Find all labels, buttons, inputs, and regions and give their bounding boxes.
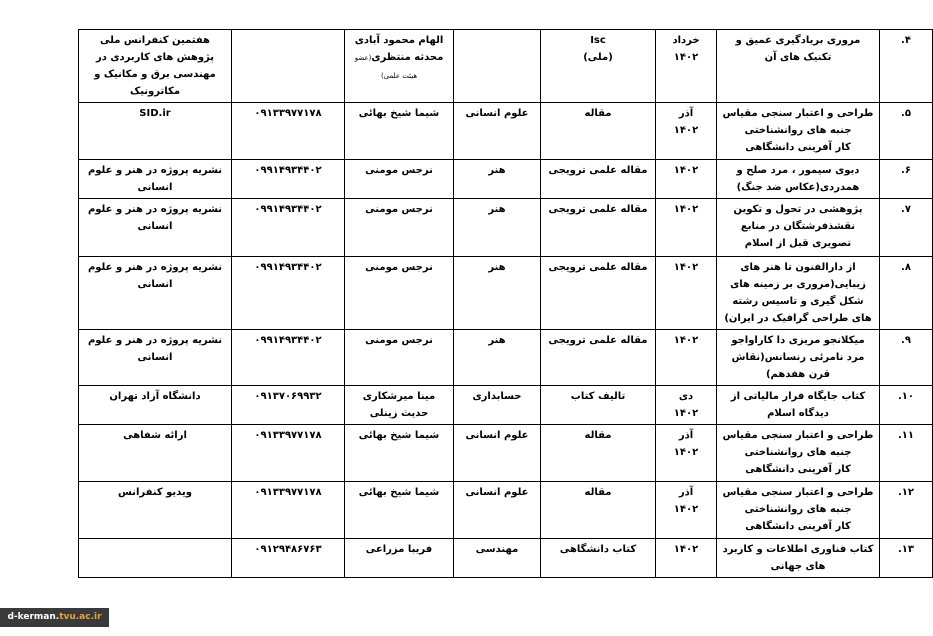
item-author — [345, 103, 454, 160]
item-publisher — [79, 330, 232, 386]
item-type-text: مقاله — [584, 430, 612, 441]
author-note: (عضو هیئت علمی) — [354, 54, 418, 80]
item-field — [454, 30, 541, 103]
item-publisher-text: نشریه پروژه در هنر و علوم انسانی — [87, 204, 223, 232]
item-author-text: شیما شیخ بهائی — [358, 430, 440, 441]
item-publisher-text: ارائه شفاهی — [123, 430, 187, 441]
row-number — [880, 539, 933, 578]
item-type — [541, 199, 656, 257]
item-author — [345, 257, 454, 330]
item-title — [717, 482, 880, 539]
table-row — [79, 257, 933, 330]
item-date-text: دی ۱۴۰۲ — [673, 391, 699, 419]
item-title — [717, 539, 880, 578]
item-publisher — [79, 257, 232, 330]
item-author-text: شیما شیخ بهائی — [358, 108, 440, 119]
item-publisher-text: نشریه پروژه در هنر و علوم انسانی — [87, 262, 223, 290]
item-author — [345, 330, 454, 386]
item-phone — [232, 539, 345, 578]
item-title-text: طراحی و اعتبار سنجی مقیاس جنبه های روانشناختی کار آفرینی دانشگاهی — [722, 108, 874, 153]
item-phone-text: ۰۹۹۱۴۹۳۴۴۰۲ — [254, 262, 322, 273]
item-phone — [232, 482, 345, 539]
item-date — [656, 257, 717, 330]
item-date — [656, 386, 717, 425]
item-author — [345, 160, 454, 199]
item-date — [656, 482, 717, 539]
item-publisher-text: نشریه پروژه در هنر و علوم انسانی — [87, 335, 223, 363]
item-phone-text: ۰۹۹۱۴۹۳۴۴۰۲ — [254, 335, 322, 346]
item-field — [454, 160, 541, 199]
row-number — [880, 103, 933, 160]
row-number-text: .۷ — [901, 204, 911, 215]
item-date-text: ۱۴۰۲ — [673, 204, 699, 215]
item-author-text: نرجس مومنی — [365, 165, 433, 176]
item-field-text: علوم انسانی — [465, 430, 529, 441]
item-type-text: مقاله — [584, 487, 612, 498]
item-date-text: آذر ۱۴۰۲ — [673, 108, 699, 136]
table-row — [79, 539, 933, 578]
item-author — [345, 425, 454, 482]
item-title — [717, 330, 880, 386]
item-date-text: ۱۴۰۲ — [673, 262, 699, 273]
item-phone — [232, 425, 345, 482]
item-phone — [232, 386, 345, 425]
item-publisher — [79, 539, 232, 578]
item-field-text: مهندسی — [475, 544, 519, 555]
item-title — [717, 425, 880, 482]
item-publisher-text: ویدیو کنفرانس — [118, 487, 192, 498]
table-row — [79, 103, 933, 160]
item-field — [454, 386, 541, 425]
row-number — [880, 199, 933, 257]
item-phone-text: ۰۹۱۳۷۰۶۹۹۳۲ — [254, 391, 322, 402]
item-date — [656, 199, 717, 257]
site-url-prefix: d-kerman. — [7, 612, 60, 622]
item-phone-text: ۰۹۹۱۴۹۳۴۴۰۲ — [254, 165, 322, 176]
item-title — [717, 30, 880, 103]
item-type-text: مقاله علمی ترویجی — [548, 262, 648, 273]
item-author — [345, 199, 454, 257]
item-date — [656, 539, 717, 578]
item-phone — [232, 257, 345, 330]
item-type-text: مقاله — [584, 108, 612, 119]
row-number-text: .۹ — [901, 335, 911, 346]
item-type — [541, 425, 656, 482]
row-number — [880, 482, 933, 539]
item-date-text: ۱۴۰۲ — [673, 165, 699, 176]
item-title-text: طراحی و اعتبار سنجی مقیاس جنبه های روانشناختی کار آفرینی دانشگاهی — [722, 430, 874, 475]
item-type — [541, 103, 656, 160]
item-publisher — [79, 482, 232, 539]
item-type — [541, 539, 656, 578]
item-publisher — [79, 160, 232, 199]
item-type-text: مقاله علمی ترویجی — [548, 165, 648, 176]
item-date-text: ۱۴۰۲ — [673, 335, 699, 346]
item-phone — [232, 330, 345, 386]
records-table-body — [79, 30, 933, 578]
item-type-text: تالیف کتاب — [570, 391, 626, 402]
item-author-text: نرجس مومنی — [365, 204, 433, 215]
item-field — [454, 199, 541, 257]
item-title-text: میکلانجو مریزی دا کاراواجو مرد نامرئی رنسانس(نقاش قرن هفدهم) — [731, 335, 865, 380]
item-field — [454, 103, 541, 160]
item-type — [541, 386, 656, 425]
row-number-text: .۵ — [901, 108, 911, 119]
item-field-text: هنر — [488, 335, 506, 346]
item-phone-text: ۰۹۱۲۹۴۸۶۷۶۳ — [254, 544, 322, 555]
item-author-text: مینا میرشکاری حدیث زینلی — [362, 391, 436, 419]
item-type — [541, 160, 656, 199]
row-number-text: .۱۱ — [897, 430, 914, 441]
item-date-text: ۱۴۰۲ — [673, 544, 699, 555]
item-title — [717, 103, 880, 160]
row-number-text: .۸ — [901, 262, 911, 273]
item-author-text: الهام محمود آبادی محدثه منتظری — [354, 35, 444, 63]
item-publisher-text: دانشگاه آزاد تهران — [109, 391, 201, 402]
item-title — [717, 199, 880, 257]
item-date — [656, 160, 717, 199]
item-author-text: نرجس مومنی — [365, 262, 433, 273]
item-author — [345, 30, 454, 103]
item-title — [717, 257, 880, 330]
item-publisher — [79, 103, 232, 160]
item-field — [454, 539, 541, 578]
item-publisher-text: SID.ir — [139, 108, 171, 119]
row-number — [880, 425, 933, 482]
item-phone-text: ۰۹۱۳۳۹۷۷۱۷۸ — [254, 487, 322, 498]
item-title-text: کتاب جایگاه فرار مالیاتی از دیدگاه اسلام — [730, 391, 866, 419]
site-url-badge[interactable] — [0, 608, 109, 627]
row-number — [880, 386, 933, 425]
item-date — [656, 30, 717, 103]
item-type — [541, 30, 656, 103]
item-field-text: هنر — [488, 262, 506, 273]
item-title-text: طراحی و اعتبار سنجی مقیاس جنبه های روانشناختی کار آفرینی دانشگاهی — [722, 487, 874, 532]
item-title-text: پژوهشی در تحول و تکوین نقشذفرشتگان در منابع تصویری قبل از اسلام — [733, 204, 863, 249]
table-row — [79, 30, 933, 103]
row-number — [880, 30, 933, 103]
item-phone — [232, 199, 345, 257]
item-field-text: حسابداری — [472, 391, 522, 402]
item-date — [656, 425, 717, 482]
item-date-text: آذر ۱۴۰۲ — [673, 430, 699, 458]
item-title — [717, 386, 880, 425]
row-number-text: .۱۳ — [897, 544, 914, 555]
item-publisher — [79, 425, 232, 482]
item-publisher — [79, 199, 232, 257]
item-phone — [232, 160, 345, 199]
item-publisher-text: نشریه پروژه در هنر و علوم انسانی — [87, 165, 223, 193]
item-author-text: نرجس مومنی — [365, 335, 433, 346]
item-type-text: مقاله علمی ترویجی — [548, 204, 648, 215]
row-number — [880, 160, 933, 199]
site-url-domain: tvu.ac.ir — [59, 612, 102, 622]
item-type — [541, 257, 656, 330]
item-phone — [232, 30, 345, 103]
table-row — [79, 199, 933, 257]
item-type — [541, 330, 656, 386]
item-field — [454, 482, 541, 539]
item-date-text: آذر ۱۴۰۲ — [673, 487, 699, 515]
item-author — [345, 386, 454, 425]
item-field — [454, 425, 541, 482]
item-date — [656, 330, 717, 386]
row-number-text: .۱۲ — [897, 487, 914, 498]
item-phone-text: ۰۹۹۱۴۹۳۴۴۰۲ — [254, 204, 322, 215]
table-row — [79, 160, 933, 199]
item-author — [345, 539, 454, 578]
item-title-text: مروری بریادگیری عمیق و تکنیک های آن — [735, 35, 861, 63]
item-publisher — [79, 386, 232, 425]
row-number-text: .۱۰ — [897, 391, 914, 402]
item-field — [454, 330, 541, 386]
row-number-text: .۶ — [901, 165, 911, 176]
item-date-text: خرداد ۱۴۰۲ — [672, 35, 700, 63]
item-title — [717, 160, 880, 199]
records-table — [78, 29, 933, 578]
table-row — [79, 386, 933, 425]
item-title-text: کتاب فناوری اطلاعات و کاربرد های جهانی — [722, 544, 874, 572]
table-row — [79, 482, 933, 539]
item-date — [656, 103, 717, 160]
item-field-text: علوم انسانی — [465, 108, 529, 119]
item-type — [541, 482, 656, 539]
item-author-text: شیما شیخ بهائی — [358, 487, 440, 498]
item-publisher-text: هفتمین کنفرانس ملی پژوهش های کاربردی در مهندسی برق و مکانیک و مکاترونیک — [94, 35, 216, 97]
item-phone — [232, 103, 345, 160]
item-phone-text: ۰۹۱۳۳۹۷۷۱۷۸ — [254, 430, 322, 441]
item-phone-text: ۰۹۱۳۳۹۷۷۱۷۸ — [254, 108, 322, 119]
item-author — [345, 482, 454, 539]
item-title-text: از دارالفنون تا هنر های زیبایی(مروری بر زمینه های شکل گیری و تاسیس رشته های طراحی گرافیک در ایران) — [724, 262, 872, 324]
item-field — [454, 257, 541, 330]
item-type-text: Isc (ملی) — [583, 35, 613, 63]
item-title-text: دیوی سیمور ، مرد صلح و همدردی(عکاس ضد جنگ) — [736, 165, 860, 193]
table-row — [79, 425, 933, 482]
item-field-text: علوم انسانی — [465, 487, 529, 498]
row-number-text: .۴ — [901, 35, 911, 46]
item-field-text: هنر — [488, 204, 506, 215]
item-author-text: فریبا مزراعی — [365, 544, 433, 555]
item-type-text: مقاله علمی ترویجی — [548, 335, 648, 346]
item-type-text: کتاب دانشگاهی — [559, 544, 637, 555]
row-number — [880, 257, 933, 330]
item-field-text: هنر — [488, 165, 506, 176]
table-row — [79, 330, 933, 386]
item-publisher — [79, 30, 232, 103]
row-number — [880, 330, 933, 386]
